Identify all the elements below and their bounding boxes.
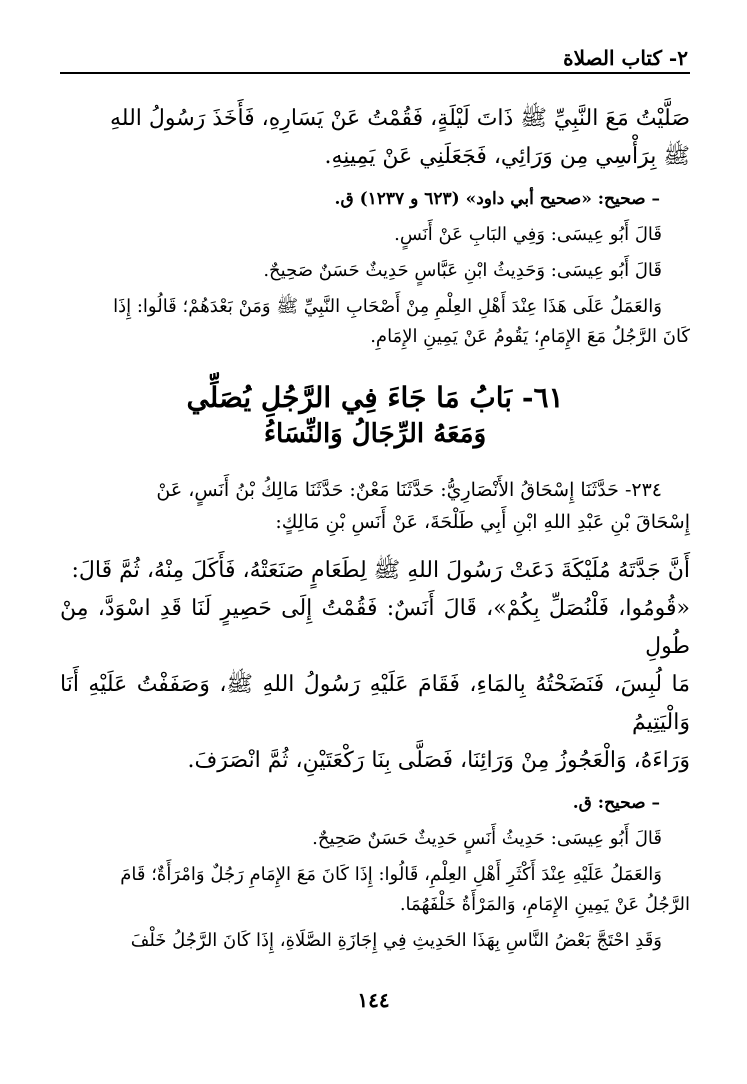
commentary-line: وَالعَمَلُ عَلَى هَذَا عِنْدَ أَهْلِ العِلْمِ مِنْ أَصْحَابِ النَّبِيِّ ﷺ وَمَنْ بَعْدَهُمْ؛ قَالُوا: إِذَا [113, 296, 662, 317]
hadith-text-line: وَرَاءَهُ، وَالْعَجُوزُ مِنْ وَرَائِنَا، فَصَلَّى بِنَا رَكْعَتَيْنِ، ثُمَّ انْصَرَفَ. [187, 748, 690, 773]
chapter-title: ٦١- بَابُ مَا جَاءَ فِي الرَّجُلِ يُصَلِّي [186, 381, 564, 414]
hadith-grade: – صحيح: ق. [572, 793, 660, 813]
commentary-line: كَانَ الرَّجُلُ مَعَ الإِمَامِ؛ يَقُومُ عَنْ يَمِينِ الإِمَامِ. [370, 326, 690, 347]
running-header [60, 30, 690, 70]
running-title: ٢- كتاب الصلاة [563, 46, 688, 70]
hadith-text-line: أَنَّ جَدَّتَهُ مُلَيْكَةَ دَعَتْ رَسُولَ اللهِ ﷺ لِطَعَامٍ صَنَعَتْهُ، فَأَكَلَ مِنْهُ، ثُمَّ قَالَ: [71, 558, 690, 583]
commentary-line: وَقَدِ احْتَجَّ بَعْضُ النَّاسِ بِهَذَا الحَدِيثِ فِي إِجَازَةِ الصَّلَاةِ، إِذَا كَانَ الرَّجُلُ خَلْفَ [130, 930, 662, 951]
commentary-line: قَالَ أَبُو عِيسَى: حَدِيثُ أَنَسٍ حَدِيثٌ حَسَنٌ صَحِيحٌ. [312, 828, 662, 849]
isnad-line: إِسْحَاقَ بْنِ عَبْدِ اللهِ ابْنِ أَبِي طَلْحَةَ، عَنْ أَنَسِ بْنِ مَالِكٍ: [275, 511, 690, 533]
isnad-line: ٢٣٤- حَدَّثَنَا إِسْحَاقُ الأَنْصَارِيُّ: حَدَّثَنَا مَعْنٌ: حَدَّثَنَا مَالِكُ بْنُ أَنَسٍ، عَنْ [156, 479, 662, 501]
commentary-line: قَالَ أَبُو عِيسَى: وَفِي البَابِ عَنْ أَنَسٍ. [394, 224, 662, 245]
hadith-text-line: صَلَّيْتُ مَعَ النَّبِيِّ ﷺ ذَاتَ لَيْلَةٍ، فَقُمْتُ عَنْ يَسَارِهِ، فَأَخَذَ رَسُولُ اللهِ [110, 106, 690, 131]
hadith-text-line: ﷺ بِرَأْسِي مِن وَرَائِي، فَجَعَلَنِي عَنْ يَمِينِهِ. [324, 144, 690, 169]
commentary-line: وَالعَمَلُ عَلَيْهِ عِنْدَ أَكْثَرِ أَهْلِ العِلْمِ، قَالُوا: إِذَا كَانَ مَعَ الإِمَامِ رَجُلٌ وَامْرَأَةٌ؛ قَامَ [120, 864, 662, 885]
commentary-line: قَالَ أَبُو عِيسَى: وَحَدِيثُ ابْنِ عَبَّاسٍ حَدِيثٌ حَسَنٌ صَحِيحٌ. [263, 260, 662, 281]
page-number: ١٤٤ [357, 988, 390, 1012]
hadith-text-line: «قُومُوا، فَلْنُصَلِّ بِكُمْ»، قَالَ أَنَسٌ: فَقُمْتُ إِلَى حَصِيرٍ لَنَا قَدِ اسْوَدَّ، مِنْ طُولِ [60, 596, 690, 659]
header-rule [60, 72, 690, 74]
hadith-grade: – صحيح: «صحيح أبي داود» (٦٢٣ و ١٢٣٧) ق. [334, 189, 660, 209]
commentary-line: الرَّجُلُ عَنْ يَمِينِ الإِمَامِ، وَالمَرْأَةُ خَلْفَهُمَا. [399, 894, 690, 915]
chapter-subtitle: وَمَعَهُ الرِّجَالُ وَالنِّسَاءُ [263, 419, 487, 449]
page-content [60, 100, 690, 956]
book-page [60, 30, 690, 1060]
hadith-text-line: مَا لُبِسَ، فَنَضَحْتُهُ بِالمَاءِ، فَقَامَ عَلَيْهِ رَسُولُ اللهِ ﷺ، وَصَفَفْتُ عَلَيْهِ أَنَا وَالْيَتِيمُ [60, 672, 690, 735]
